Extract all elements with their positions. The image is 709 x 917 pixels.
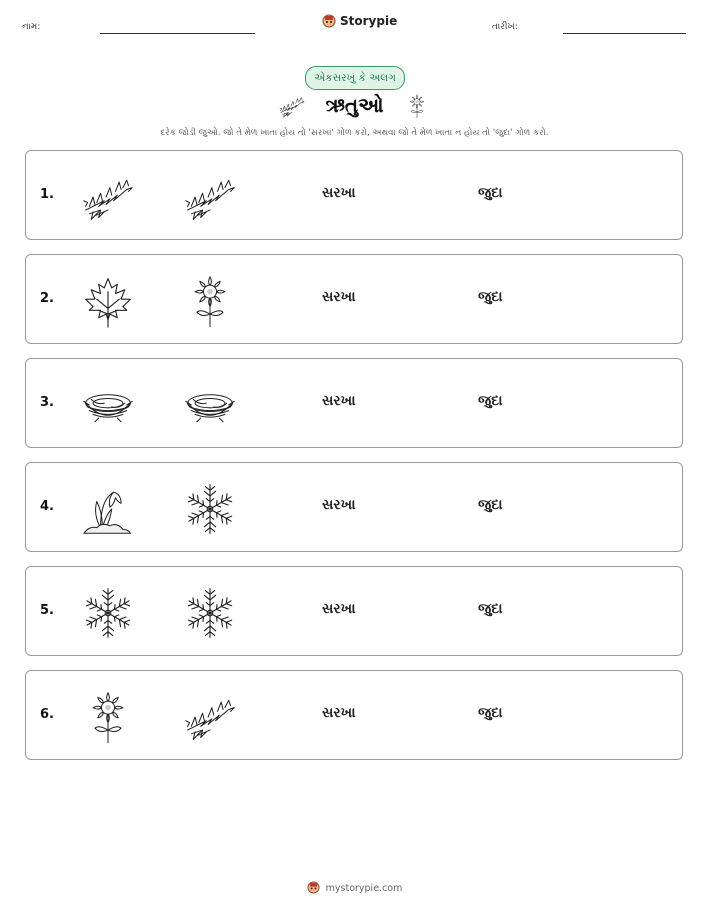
- geese-icon: [182, 689, 238, 745]
- option-same[interactable]: સરખા: [322, 393, 356, 409]
- date-line[interactable]: [563, 33, 686, 34]
- snowflake-icon: [182, 585, 238, 641]
- question-row: [25, 462, 683, 552]
- header: [0, 14, 709, 42]
- option-different[interactable]: જુદા: [478, 705, 503, 721]
- nest-icon: [80, 377, 136, 433]
- question-number: 3.: [40, 395, 54, 410]
- option-different[interactable]: જુદા: [478, 497, 503, 513]
- footer-url[interactable]: mystorypie.com: [325, 882, 403, 894]
- option-different[interactable]: જુદા: [478, 185, 503, 201]
- option-same[interactable]: સરખા: [322, 705, 356, 721]
- geese-icon: [182, 169, 238, 225]
- name-label: નામ:: [22, 22, 41, 32]
- option-different[interactable]: જુદા: [478, 289, 503, 305]
- question-number: 5.: [40, 603, 54, 618]
- date-label: તારીખ:: [492, 22, 518, 32]
- sunflower-icon: [182, 273, 238, 329]
- option-same[interactable]: સરખા: [322, 289, 356, 305]
- storypie-mascot-icon: [322, 14, 336, 28]
- maple-leaf-icon: [80, 273, 136, 329]
- question-number: 4.: [40, 499, 54, 514]
- geese-icon: [80, 169, 136, 225]
- question-row: [25, 358, 683, 448]
- question-row: [25, 150, 683, 240]
- option-different[interactable]: જુદા: [478, 601, 503, 617]
- question-row: [25, 254, 683, 344]
- instructions: દરેક જોડી જુઓ. જો તે મેળ ખાતા હોય તો 'સરખા' ગોળ કરો, અથવા જો તે મેળ ખાતા ન હોય તો 'જુદા' ગોળ કરો.: [160, 128, 549, 138]
- question-number: 2.: [40, 291, 54, 306]
- question-number: 1.: [40, 187, 54, 202]
- footer: [0, 881, 709, 895]
- option-different[interactable]: જુદા: [478, 393, 503, 409]
- option-same[interactable]: સરખા: [322, 497, 356, 513]
- question-row: [25, 670, 683, 760]
- nest-icon: [182, 377, 238, 433]
- brand-name: Storypie: [340, 14, 398, 28]
- question-number: 6.: [40, 707, 54, 722]
- question-row: [25, 566, 683, 656]
- option-same[interactable]: સરખા: [322, 185, 356, 201]
- sunflower-icon: [404, 92, 430, 124]
- snowflake-icon: [182, 481, 238, 537]
- snowdrop-icon: [80, 481, 136, 537]
- sunflower-icon: [80, 689, 136, 745]
- name-line[interactable]: [100, 33, 255, 34]
- snowflake-icon: [80, 585, 136, 641]
- option-same[interactable]: સરખા: [322, 601, 356, 617]
- activity-badge: એકસરખું કે અલગ: [305, 66, 405, 90]
- page-title: ઋતુઓ: [325, 93, 384, 117]
- storypie-mascot-icon: [307, 881, 321, 895]
- brand-logo: [322, 14, 397, 28]
